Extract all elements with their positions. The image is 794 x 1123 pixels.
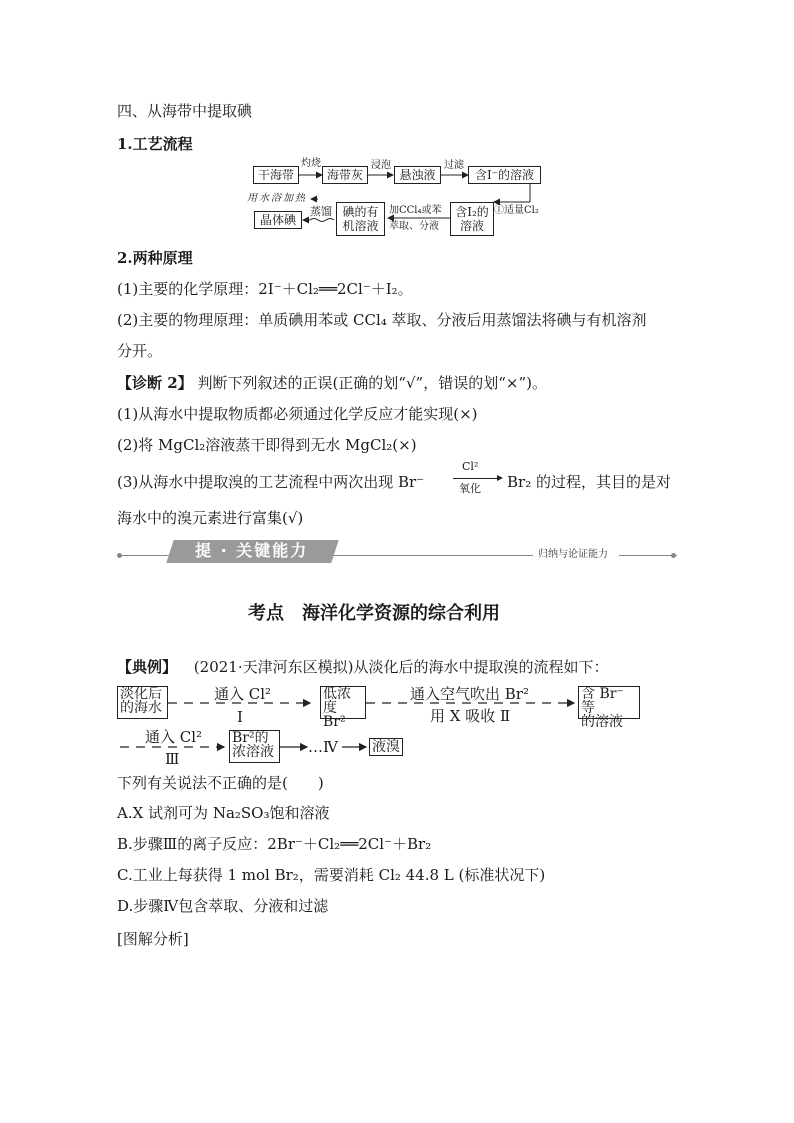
flow-box-iodine-organic: 碘的有 机溶液: [336, 202, 385, 236]
principle-physical-line1: (2)主要的物理原理：单质碘用苯或 CCl₄ 萃取、分液后用蒸馏法将碘与有机溶剂: [117, 311, 647, 329]
diagnosis-text: 判断下列叙述的正误(正确的划“√”，错误的划“×”)。: [197, 374, 547, 392]
flow-note-water-bath: 用水浴加热: [247, 193, 307, 204]
br-box-desalinated: 淡化后 的海水: [117, 686, 168, 719]
judge-item-3-part-a: (3)从海水中提取溴的工艺流程中两次出现 Br⁻: [117, 473, 425, 491]
option-d: D.步骤Ⅳ包含萃取、分液和过滤: [117, 897, 329, 915]
br-arrow2-top: 通入空气吹出 Br²: [410, 685, 529, 703]
br-arrow1-top: 通入 Cl²: [214, 685, 272, 703]
principle-physical-line2: 分开。: [117, 342, 163, 360]
option-a: A.X 试剂可为 Na₂SO₃饱和溶液: [117, 804, 330, 822]
example-source: (2021·天津河东区模拟)从淡化后的海水中提取溴的流程如下：: [193, 658, 609, 676]
judge-item-3-cl2: Cl²: [462, 460, 479, 473]
br-arrow3-bottom: Ⅲ: [165, 750, 180, 768]
br-arrow3-top: 通入 Cl²: [145, 728, 203, 746]
question-stem: 下列有关说法不正确的是( ): [117, 774, 324, 792]
judge-item-3-part-b: Br₂ 的过程，其目的是对: [507, 473, 671, 491]
judge-item-2: (2)将 MgCl₂溶液蒸干即得到无水 MgCl₂(×): [117, 436, 417, 454]
flow-box-suspension: 悬浊液: [394, 166, 441, 184]
section-heading: 四、从海带中提取碘: [117, 102, 253, 120]
diagnosis-label: 【诊断 2】: [117, 374, 193, 392]
example-label: 【典例】: [117, 658, 178, 676]
br-box-bromide-solution: 含 Br⁻等 的溶液: [578, 686, 640, 719]
banner-right-label: 归纳与论证能力: [538, 549, 608, 560]
flow-box-crystal-iodine: 晶体碘: [254, 211, 302, 229]
br-arrow4-label: …Ⅳ: [308, 738, 338, 756]
option-b: B.步骤Ⅲ的离子反应：2Br⁻＋Cl₂══2Cl⁻＋Br₂: [117, 835, 432, 853]
flow-label-soak: 浸泡: [371, 160, 391, 171]
br-arrow2-bottom: 用 X 吸收 Ⅱ: [430, 707, 511, 725]
option-c: C.工业上每获得 1 mol Br₂，需要消耗 Cl₂ 44.8 L (标准状况下): [117, 866, 546, 884]
banner-title: 提 · 关键能力: [195, 541, 309, 560]
flow-label-burn: 灼烧: [301, 158, 321, 169]
flow-label-extract-1: 加CCl₄或苯: [389, 205, 442, 216]
flow-label-extract-2: 萃取、分液: [389, 221, 439, 232]
flow-label-distill: 蒸馏: [310, 205, 332, 218]
flow-box-kelp-ash: 海带灰: [322, 166, 368, 184]
analysis-label: [图解分析]: [117, 930, 189, 948]
judge-item-3-line2: 海水中的溴元素进行富集(√): [117, 509, 304, 527]
process-title: 1.工艺流程: [117, 135, 193, 153]
principle-chemical: (1)主要的化学原理：2I⁻＋Cl₂══2Cl⁻＋I₂。: [117, 280, 413, 298]
judge-item-3-oxidize: 氧化: [459, 482, 481, 495]
principle-title: 2.两种原理: [117, 249, 193, 267]
br-box-conc-bromine: Br²的 浓溶液: [229, 730, 280, 763]
flow-box-iodide-solution: 含I⁻的溶液: [468, 166, 541, 184]
judge-item-1: (1)从海水中提取物质都必须通过化学反应才能实现(×): [117, 405, 478, 423]
br-arrow1-bottom: Ⅰ: [237, 708, 243, 726]
flow-label-filter: 过滤: [444, 160, 464, 171]
flow-box-iodine-solution: 含I₂的 溶液: [450, 202, 494, 236]
topic-title: 考点 海洋化学资源的综合利用: [248, 603, 500, 624]
br-box-low-conc: 低浓 度 Br²: [320, 686, 366, 719]
br-box-liquid-bromine: 液溴: [369, 738, 403, 756]
flow-label-chlorine: ①适量Cl₂: [494, 205, 539, 216]
flow-box-dry-kelp: 干海带: [253, 166, 299, 184]
